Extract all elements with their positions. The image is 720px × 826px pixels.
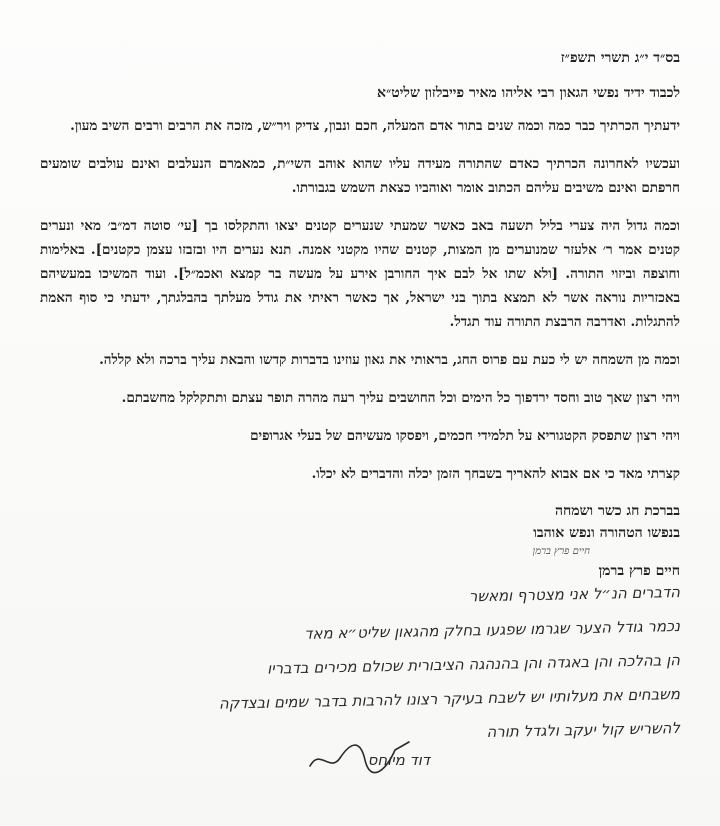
handwritten-signature-scribble: [305, 728, 415, 778]
handwritten-signer-name: דוד מיוחס: [367, 751, 430, 769]
letter-paragraph-6: ויהי רצון שתפסק הקטגוריא על תלמידי חכמים, ויפסקו מעשיהם של בעלי אגרופים: [250, 428, 680, 444]
letter-paragraph-3: וכמה גדול היה צערי בליל תשעה באב כאשר שמעתי שנערים קטנים יצאו והתקלסו בך [עי׳ סוטה דמ״ב׳ מאי ונערים קטנים אמר ר׳ אלעזר שמנוערים מן המצות, קטנים שהיו מקטני אמנה. תנא נערים היו ובזבזו עצמן כקטנים]. באלימות וחוצפה וביזוי התורה. [ולא שתו אל לבם איך החורבן אירע על מעשה בר קמצא ואכמ״ל]. ועוד המשיכו במעשיהם באכזריות נוראה אשר לא תמצא בתוך בני ישראל, אך כאשר ראיתי את גודל מעלתך בהבלגתך, ידעתי כי סוף האמת להתגלות. ואדרבה הרבצת התורה עוד תגדל.: [40, 218, 680, 330]
closing-signer-name: חיים פרץ ברמן: [598, 563, 680, 579]
letter-closing: [40, 500, 680, 582]
handwritten-line-1: הדברים הנ״ל אני מצטרף ומאשר: [468, 583, 681, 606]
letter-paragraph-5: ויהי רצון שאך טוב וחסד ירדפוך כל הימים וכל החושבים עליך רעה מהרה תופר עצתם ותתקלקל מחשבתם.: [121, 390, 680, 406]
handwritten-line-5: להשריש קול יעקב ולגדל תורה: [486, 719, 681, 742]
handwritten-line-4: משבחים את מעלותיו יש לשבח בעיקר רצונו להרבות בדבר שמים ובצדקה: [218, 685, 681, 713]
typed-letter: [40, 50, 680, 582]
letter-date-header: בס״ד י״ג תשרי תשפ״ז: [560, 50, 680, 66]
handwritten-small-signature: חיים פרץ ברמן: [532, 546, 590, 557]
letter-paragraph-1: ידעתיך הכרתיך כבר כמה וכמה שנים בתור אדם המעלה, חכם ונבון, צדיק ויר״ש, מזכה את הרבים ורבים השיב מעון.: [70, 118, 680, 134]
letter-paragraph-4: וכמה מן השמחה יש לי כעת עם פרוס החג, בראותי את גאון עוזינו בדברות קדשו והבאת עליך ברכה ולא קללה.: [99, 352, 680, 368]
closing-soul-line: בנפשו הטהורה ונפש אוהבו: [533, 525, 680, 541]
closing-blessing: בברכת חג כשר ושמחה: [554, 503, 680, 519]
handwritten-line-2: נכמר גודל הצער שגרמו שפגעו בחלק מהגאון שליט״א מאד: [304, 617, 681, 643]
letter-greeting: לכבוד ידיד נפשי הגאון רבי אליהו מאיר פייבלזון שליט״א: [377, 85, 680, 101]
handwritten-line-3: הן בהלכה והן באגדה והן בהנהגה הציבורית שכולם מכירים בדבריו: [266, 651, 681, 678]
letter-paragraph-7: קצרתי מאד כי אם אבוא להאריך בשבחך הזמן יכלה והדברים לא יכלו.: [311, 466, 680, 482]
letter-paragraph-2: ועכשיו לאחרונה הכרתיך כאדם שהתורה מעידה עליו שהוא אוהב השי״ת, כמאמרם הנעלבים ואינם עולבים שומעים חרפתם ואינם משיבים עליהם הכתוב אומר ואוהביו כצאת השמש בגבורתו.: [40, 156, 680, 196]
